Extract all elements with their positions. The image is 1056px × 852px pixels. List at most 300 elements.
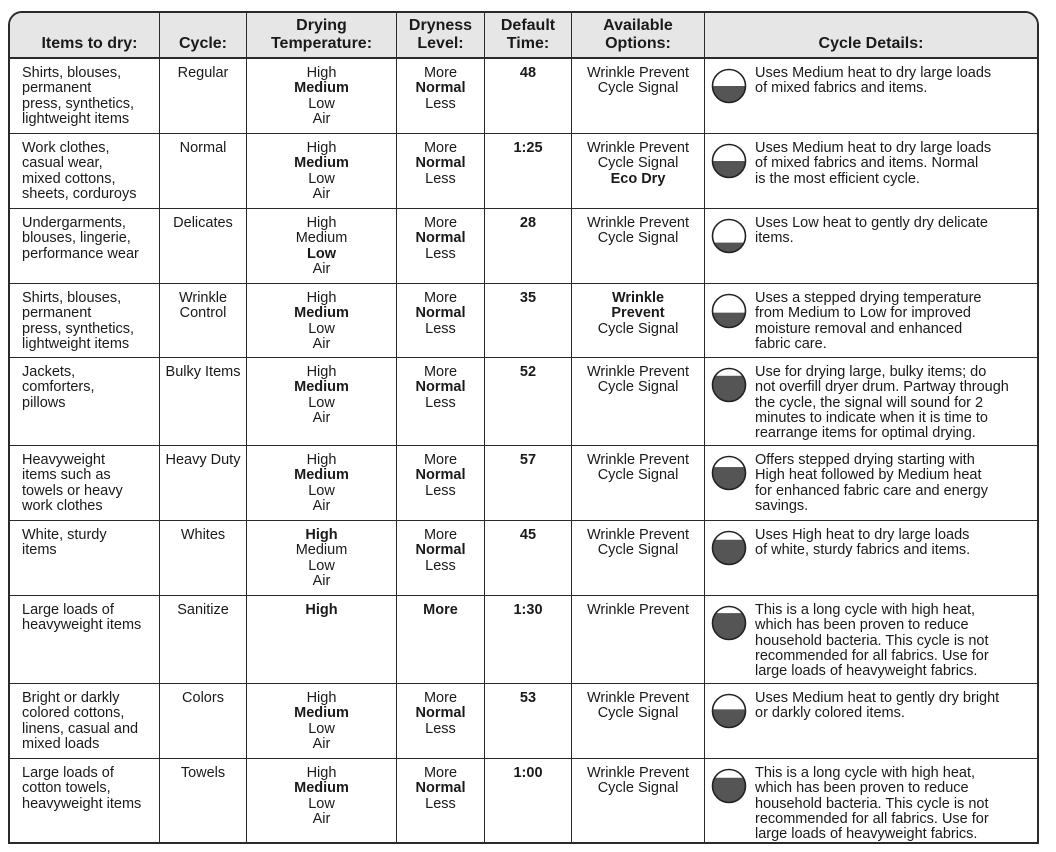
cell-temperature xyxy=(247,446,397,521)
cell-line: White, sturdy xyxy=(22,527,107,543)
cell-line: Wrinkle Prevent xyxy=(586,364,690,380)
cell-line: High xyxy=(306,690,337,706)
details-wrap xyxy=(711,766,1033,842)
cell-line: Low xyxy=(308,795,335,812)
details-text xyxy=(755,291,1033,352)
cell-line: Delicates xyxy=(173,215,233,231)
cell-line: Prevent xyxy=(611,305,665,322)
table-row xyxy=(10,596,1037,684)
cell-temperature xyxy=(247,134,397,209)
heat-level-fill xyxy=(711,161,747,179)
heat-level-fill xyxy=(711,467,747,491)
heat-level-icon xyxy=(711,367,747,403)
cell-line: Less xyxy=(425,170,456,187)
heat-level-fill xyxy=(711,376,747,403)
cell-line: Towels xyxy=(180,765,226,781)
cell-items xyxy=(10,358,160,446)
cell-line: Wrinkle Prevent xyxy=(586,527,690,543)
cell-line: Cycle Signal xyxy=(597,230,679,247)
cell-line: Wrinkle Prevent xyxy=(586,765,690,781)
cell-line: moisture removal and enhanced xyxy=(755,320,963,337)
cell-line: Wrinkle Prevent xyxy=(586,215,690,231)
cell-line: or darkly colored items. xyxy=(755,705,905,722)
cell-dryness xyxy=(397,358,485,446)
details-text xyxy=(755,603,1033,679)
cell-line: Cycle Signal xyxy=(597,379,679,396)
default-time: 53 xyxy=(519,690,537,706)
cell-details xyxy=(705,358,1037,446)
default-time: 28 xyxy=(519,215,537,231)
cell-line: More xyxy=(423,290,458,306)
header-cycle: Cycle: xyxy=(160,13,247,59)
cell-details xyxy=(705,521,1037,596)
cell-line: Low xyxy=(308,170,335,187)
default-time: 57 xyxy=(519,452,537,468)
cell-line: lightweight items xyxy=(22,110,130,127)
cell-temperature xyxy=(247,684,397,759)
heat-level-icon xyxy=(711,293,747,329)
cell-line: lightweight items xyxy=(22,335,130,352)
cell-details xyxy=(705,596,1037,684)
cell-line: Normal xyxy=(415,467,466,484)
cell-line: Low xyxy=(308,394,335,411)
cell-options xyxy=(572,596,705,684)
cell-line: Uses Medium heat to dry large loads xyxy=(755,65,992,81)
cell-line: blouses, lingerie, xyxy=(22,230,131,247)
cell-line: This is a long cycle with high heat, xyxy=(755,765,976,781)
cell-items xyxy=(10,596,160,684)
cell-details xyxy=(705,684,1037,759)
cell-options xyxy=(572,209,705,284)
cell-line: High xyxy=(306,452,337,468)
cell-line: is the most efficient cycle. xyxy=(755,170,920,187)
cell-line: Cycle Signal xyxy=(597,467,679,484)
cell-line: Wrinkle xyxy=(178,290,228,306)
cell-line: Bright or darkly xyxy=(22,690,120,706)
table-row xyxy=(10,358,1037,446)
cell-line: Low xyxy=(308,720,335,737)
cell-line: More xyxy=(423,690,458,706)
cell-line: More xyxy=(423,765,458,781)
cell-line: Medium xyxy=(295,230,348,247)
cell-line: towels or heavy xyxy=(22,482,123,499)
cell-line: Large loads of xyxy=(22,602,114,618)
cell-items xyxy=(10,284,160,358)
default-time: 1:30 xyxy=(513,602,543,618)
cell-line: High xyxy=(306,215,337,231)
default-time: 48 xyxy=(519,65,537,81)
cell-line: High xyxy=(306,290,337,306)
cell-line: from Medium to Low for improved xyxy=(755,305,971,322)
cell-line: Air xyxy=(312,497,331,514)
heat-level-icon xyxy=(711,768,747,804)
cell-line: Sanitize xyxy=(177,602,229,618)
cell-line: Medium xyxy=(294,705,349,722)
cell-line: Cycle Signal xyxy=(597,155,679,172)
cell-line: Wrinkle Prevent xyxy=(586,452,690,468)
cell-line: Shirts, blouses, xyxy=(22,290,122,306)
cell-line: More xyxy=(423,140,458,156)
cell-line: Bulky Items xyxy=(165,364,241,380)
cell-line: items xyxy=(22,542,57,559)
cell-details xyxy=(705,284,1037,358)
cell-line: items. xyxy=(755,230,794,247)
cell-dryness xyxy=(397,446,485,521)
header-row xyxy=(10,13,1037,59)
cell-line: Normal xyxy=(415,80,466,97)
cell-line: for enhanced fabric care and energy xyxy=(755,482,988,499)
cell-line: Heavy Duty xyxy=(165,452,241,468)
cell-time xyxy=(485,521,572,596)
details-wrap xyxy=(711,453,1033,514)
cell-options xyxy=(572,684,705,759)
heat-level-icon xyxy=(711,68,747,104)
cell-line: Undergarments, xyxy=(22,215,126,231)
cell-line: heavyweight items xyxy=(22,617,142,634)
cell-line: Less xyxy=(425,320,456,337)
cell-line: Cycle Signal xyxy=(597,542,679,559)
cell-line: of mixed fabrics and items. xyxy=(755,80,928,97)
table-row xyxy=(10,209,1037,284)
cell-dryness xyxy=(397,684,485,759)
cell-line: Uses Medium heat to dry large loads xyxy=(755,140,992,156)
cell-temperature xyxy=(247,358,397,446)
cell-line: casual wear, xyxy=(22,155,103,172)
cell-line: Normal xyxy=(415,780,466,797)
details-text xyxy=(755,453,1033,514)
cell-line: Normal xyxy=(415,230,466,247)
details-text xyxy=(755,365,1033,441)
cell-cycle xyxy=(160,209,247,284)
cell-line: pillows xyxy=(22,394,66,411)
cell-options xyxy=(572,284,705,358)
details-text xyxy=(755,66,1033,97)
cell-line: Medium xyxy=(294,155,349,172)
cell-dryness xyxy=(397,59,485,134)
details-text xyxy=(755,141,1033,187)
cell-line: Uses a stepped drying temperature xyxy=(755,290,982,306)
cell-line: recommended for all fabrics. Use for xyxy=(755,647,989,664)
cell-line: not overfill dryer drum. Partway through xyxy=(755,379,1009,396)
cell-line: permanent xyxy=(22,305,92,322)
heat-level-icon xyxy=(711,143,747,179)
cell-line: savings. xyxy=(755,497,809,514)
cell-details xyxy=(705,759,1037,842)
default-time: 35 xyxy=(519,290,537,306)
cell-line: High xyxy=(306,364,337,380)
table-body xyxy=(10,59,1037,842)
table-row xyxy=(10,59,1037,134)
cell-cycle xyxy=(160,684,247,759)
details-wrap xyxy=(711,141,1033,187)
cell-line: Shirts, blouses, xyxy=(22,65,122,81)
cell-line: Wrinkle Prevent xyxy=(586,65,690,81)
cell-time xyxy=(485,446,572,521)
cell-line: Normal xyxy=(415,542,466,559)
cell-items xyxy=(10,759,160,842)
cell-line: press, synthetics, xyxy=(22,320,135,337)
heat-level-fill xyxy=(711,540,747,566)
heat-level-fill xyxy=(711,86,747,104)
cell-line: Offers stepped drying starting with xyxy=(755,452,975,468)
cell-line: which has been proven to reduce xyxy=(755,617,969,634)
cell-line: Less xyxy=(425,482,456,499)
cell-line: Whites xyxy=(180,527,226,543)
cell-temperature xyxy=(247,284,397,358)
cell-line: Uses Low heat to gently dry delicate xyxy=(755,215,988,231)
cell-line: Heavyweight xyxy=(22,452,106,468)
cell-cycle xyxy=(160,59,247,134)
cell-time xyxy=(485,134,572,209)
cell-items xyxy=(10,684,160,759)
details-text xyxy=(755,528,1033,559)
cell-line: Low xyxy=(307,245,336,262)
cell-line: Normal xyxy=(415,305,466,322)
cell-line: Air xyxy=(312,335,331,352)
cell-line: Air xyxy=(312,185,331,202)
default-time: 1:00 xyxy=(513,765,543,781)
cell-line: Medium xyxy=(294,305,349,322)
cell-line: Medium xyxy=(294,780,349,797)
cell-line: large loads of heavyweight fabrics. xyxy=(755,826,978,843)
heat-level-fill xyxy=(711,709,747,729)
cell-items xyxy=(10,209,160,284)
cell-line: Less xyxy=(425,245,456,262)
heat-level-icon xyxy=(711,530,747,566)
cell-line: Cycle Signal xyxy=(597,80,679,97)
cell-line: linens, casual and xyxy=(22,720,139,737)
cell-line: High xyxy=(305,527,338,543)
cell-temperature xyxy=(247,521,397,596)
header-dryness: Dryness Level: xyxy=(397,13,485,59)
cell-line: household bacteria. This cycle is not xyxy=(755,795,989,812)
cell-line: High xyxy=(306,765,337,781)
cell-line: Regular xyxy=(177,65,229,81)
details-wrap xyxy=(711,365,1033,441)
details-wrap xyxy=(711,66,1033,104)
cell-line: Colors xyxy=(182,690,224,706)
cell-line: Air xyxy=(312,735,331,752)
cell-items xyxy=(10,59,160,134)
cell-line: mixed loads xyxy=(22,735,100,752)
cell-cycle xyxy=(160,446,247,521)
cell-cycle xyxy=(160,596,247,684)
cell-details xyxy=(705,134,1037,209)
cell-line: More xyxy=(423,215,458,231)
default-time: 45 xyxy=(519,527,537,543)
cell-line: Control xyxy=(179,305,227,322)
cell-line: Uses Medium heat to gently dry bright xyxy=(755,690,1000,706)
cell-line: colored cottons, xyxy=(22,705,125,722)
cell-options xyxy=(572,358,705,446)
cell-line: Less xyxy=(425,394,456,411)
cell-line: press, synthetics, xyxy=(22,95,135,112)
details-text xyxy=(755,766,1033,842)
cell-line: the cycle, the signal will sound for 2 xyxy=(755,394,984,411)
details-wrap xyxy=(711,291,1033,352)
cell-line: Uses High heat to dry large loads xyxy=(755,527,970,543)
cell-dryness xyxy=(397,134,485,209)
cell-line: heavyweight items xyxy=(22,795,142,812)
table-row xyxy=(10,446,1037,521)
cell-line: Low xyxy=(308,482,335,499)
cell-line: cotton towels, xyxy=(22,780,111,797)
cell-cycle xyxy=(160,358,247,446)
cell-line: High xyxy=(306,65,337,81)
cell-line: Low xyxy=(308,95,335,112)
header-temperature: Drying Temperature: xyxy=(247,13,397,59)
cell-line: Medium xyxy=(294,379,349,396)
cell-line: Less xyxy=(425,720,456,737)
cell-line: Less xyxy=(425,795,456,812)
cell-items xyxy=(10,134,160,209)
cell-details xyxy=(705,59,1037,134)
cell-line: Wrinkle xyxy=(611,290,665,306)
cell-line: items such as xyxy=(22,467,111,484)
cell-time xyxy=(485,596,572,684)
cell-cycle xyxy=(160,521,247,596)
cell-line: This is a long cycle with high heat, xyxy=(755,602,976,618)
cell-line: More xyxy=(423,452,458,468)
cell-options xyxy=(572,446,705,521)
details-wrap xyxy=(711,691,1033,729)
cell-line: Less xyxy=(425,95,456,112)
cell-cycle xyxy=(160,284,247,358)
cell-line: Jackets, xyxy=(22,364,76,380)
cell-line: Work clothes, xyxy=(22,140,110,156)
cell-line: Cycle Signal xyxy=(597,705,679,722)
cell-line: Air xyxy=(312,810,331,827)
cell-time xyxy=(485,684,572,759)
heat-level-icon xyxy=(711,455,747,491)
cell-line: High xyxy=(305,602,338,618)
cell-line: Air xyxy=(312,260,331,277)
cell-line: Air xyxy=(312,110,331,127)
cell-line: Less xyxy=(425,557,456,574)
cell-time xyxy=(485,358,572,446)
cell-dryness xyxy=(397,759,485,842)
cell-temperature xyxy=(247,596,397,684)
cell-line: Cycle Signal xyxy=(597,320,679,337)
cell-options xyxy=(572,759,705,842)
cell-cycle xyxy=(160,134,247,209)
table-row xyxy=(10,284,1037,358)
cell-line: of white, sturdy fabrics and items. xyxy=(755,542,971,559)
heat-level-fill xyxy=(711,778,747,804)
cell-items xyxy=(10,521,160,596)
cell-line: Normal xyxy=(415,155,466,172)
cell-line: Wrinkle Prevent xyxy=(586,140,690,156)
cell-line: comforters, xyxy=(22,379,95,396)
cell-line: More xyxy=(423,65,458,81)
heat-level-icon xyxy=(711,605,747,641)
cell-line: Air xyxy=(312,572,331,589)
cell-cycle xyxy=(160,759,247,842)
cell-line: permanent xyxy=(22,80,92,97)
table-row xyxy=(10,759,1037,842)
cell-line: High heat followed by Medium heat xyxy=(755,467,982,484)
cell-line: which has been proven to reduce xyxy=(755,780,969,797)
cell-options xyxy=(572,59,705,134)
cell-line: of mixed fabrics and items. Normal xyxy=(755,155,979,172)
heat-level-icon xyxy=(711,693,747,729)
cell-line: Medium xyxy=(294,80,349,97)
cell-line: High xyxy=(306,140,337,156)
cell-items xyxy=(10,446,160,521)
cell-time xyxy=(485,209,572,284)
default-time: 52 xyxy=(519,364,537,380)
cell-line: Low xyxy=(308,557,335,574)
default-time: 1:25 xyxy=(513,140,543,156)
table-row xyxy=(10,684,1037,759)
cell-options xyxy=(572,521,705,596)
cell-line: mixed cottons, xyxy=(22,170,116,187)
cell-line: large loads of heavyweight fabrics. xyxy=(755,663,978,680)
table-row xyxy=(10,521,1037,596)
details-wrap xyxy=(711,528,1033,566)
heat-level-fill xyxy=(711,613,747,641)
cell-dryness xyxy=(397,521,485,596)
cell-line: minutes to indicate when it is time to xyxy=(755,409,988,426)
cell-line: More xyxy=(423,527,458,543)
cell-line: Normal xyxy=(415,379,466,396)
cell-line: Wrinkle Prevent xyxy=(586,602,690,618)
header-time: Default Time: xyxy=(485,13,572,59)
cell-temperature xyxy=(247,759,397,842)
dryer-cycle-chart xyxy=(8,11,1035,844)
cell-line: Eco Dry xyxy=(610,170,666,187)
cell-line: Wrinkle Prevent xyxy=(586,690,690,706)
cell-details xyxy=(705,209,1037,284)
cell-line: Medium xyxy=(294,467,349,484)
cell-temperature xyxy=(247,209,397,284)
cell-line: More xyxy=(423,364,458,380)
header-items: Items to dry: xyxy=(10,13,160,59)
cell-line: recommended for all fabrics. Use for xyxy=(755,810,989,827)
cell-line: work clothes xyxy=(22,497,103,514)
heat-level-icon xyxy=(711,218,747,254)
cell-dryness xyxy=(397,284,485,358)
details-wrap xyxy=(711,603,1033,679)
cell-time xyxy=(485,59,572,134)
cell-line: household bacteria. This cycle is not xyxy=(755,632,989,649)
cell-dryness xyxy=(397,596,485,684)
cell-line: More xyxy=(423,602,458,618)
cell-line: performance wear xyxy=(22,245,139,262)
cell-line: rearrange items for optimal drying. xyxy=(755,425,976,442)
cell-line: Normal xyxy=(415,705,466,722)
cell-temperature xyxy=(247,59,397,134)
cell-line: Medium xyxy=(295,542,348,559)
cell-line: Normal xyxy=(179,140,227,156)
cell-line: sheets, corduroys xyxy=(22,185,137,202)
header-options: Available Options: xyxy=(572,13,705,59)
cell-options xyxy=(572,134,705,209)
details-wrap xyxy=(711,216,1033,254)
cell-details xyxy=(705,446,1037,521)
cell-dryness xyxy=(397,209,485,284)
table-row xyxy=(10,134,1037,209)
details-text xyxy=(755,216,1033,247)
cell-time xyxy=(485,759,572,842)
cell-time xyxy=(485,284,572,358)
cell-line: Large loads of xyxy=(22,765,114,781)
cell-line: Cycle Signal xyxy=(597,780,679,797)
cell-line: Air xyxy=(312,409,331,426)
header-details: Cycle Details: xyxy=(705,13,1037,59)
cell-line: Use for drying large, bulky items; do xyxy=(755,364,987,380)
cycle-table xyxy=(8,11,1039,844)
